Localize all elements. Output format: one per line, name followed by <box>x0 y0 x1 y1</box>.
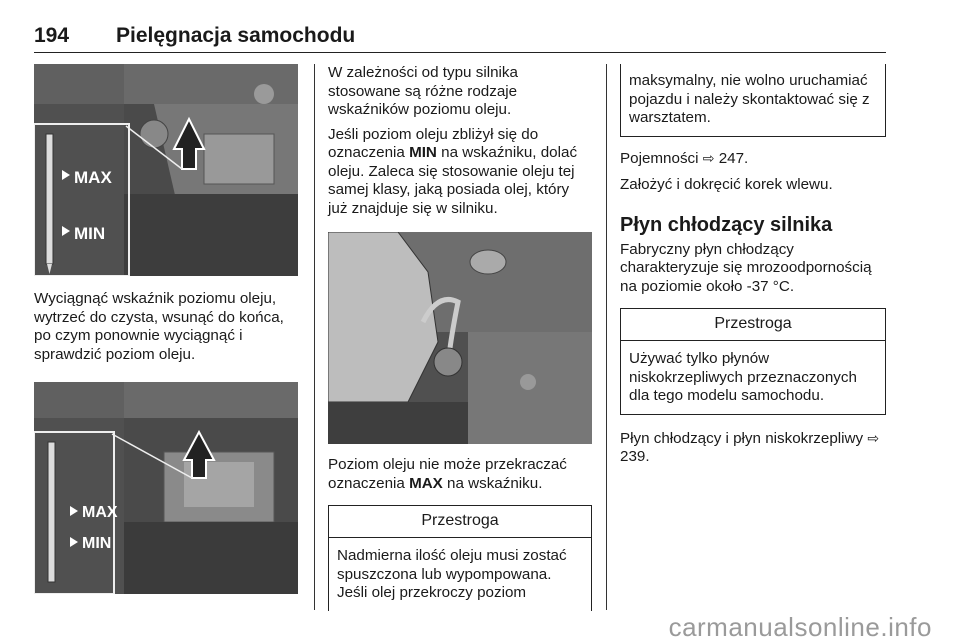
text-span: na wskaźniku. <box>442 474 543 492</box>
footer <box>0 612 960 642</box>
warning-box-coolant <box>620 308 886 415</box>
warning-body: Nadmierna ilość oleju musi zostać spuszczona lub wypompowana. Jeśli olej przekroczy poziom <box>337 547 567 601</box>
warning-body-continued: maksymalny, nie wolno uruchamiać pojazdu i należy skontaktować się z warsztatem. <box>629 72 870 126</box>
ref-arrow-icon: ⇨ <box>867 429 880 446</box>
paragraph-capacities <box>620 149 886 169</box>
warning-title: Przestroga <box>329 506 591 538</box>
paragraph-instruction: Wyciągnąć wskaźnik poziomu oleju, wytrzeć do czysta, wsunąć do końca, po czym ponownie wyciągnąć i sprawdzić poziom oleju. <box>34 290 284 363</box>
paragraph-dipstick-types: W zależności od typu silnika stosowane są różne rodzaje wskaźników poziomu oleju. <box>328 64 518 118</box>
column-separator <box>314 64 315 610</box>
min-label: MIN <box>82 535 112 552</box>
max-label: MAX <box>82 504 118 521</box>
paragraph-max-level <box>328 456 592 493</box>
page-header <box>34 20 886 53</box>
min-mark: MIN <box>409 144 437 161</box>
paragraph-coolant: Fabryczny płyn chłodzący charakteryzuje się mrozoodpornością na poziomie około -37 °C. <box>620 240 872 295</box>
ref-arrow-icon: ⇨ <box>702 149 715 166</box>
engine-illustration <box>34 382 298 594</box>
text-span: . <box>744 149 749 167</box>
warning-box-oil <box>328 505 592 611</box>
warning-box-continued <box>620 64 886 137</box>
engine-dipstick-figure-1 <box>34 64 298 276</box>
paragraph-min-level <box>328 126 592 219</box>
column-1 <box>34 64 298 594</box>
page-reference[interactable]: 247 <box>718 149 745 167</box>
text-span: . <box>645 448 650 465</box>
page-number: 194 <box>34 24 70 47</box>
text-span: na wskaźniku, dolać oleju. Zaleca się stosowanie oleju tej samej klasy, jaką posiada olej, który już znajduje się w silniku. <box>328 144 578 217</box>
watermark: carmanualsonline.info <box>668 612 932 642</box>
warning-title: Przestroga <box>621 309 885 341</box>
max-mark: MAX <box>409 474 443 492</box>
column-separator <box>606 64 607 610</box>
warning-body: Używać tylko płynów niskokrzepliwych przeznaczonych dla tego modelu samochodu. <box>629 350 857 404</box>
text-span: Płyn chłodzący i płyn niskokrzepliwy <box>620 429 868 447</box>
text-span: Pojemności <box>620 149 703 167</box>
section-heading-coolant: Płyn chłodzący silnika <box>620 213 833 236</box>
paragraph-cap-instruction: Założyć i dokręcić korek wlewu. <box>620 176 833 193</box>
column-2 <box>328 64 592 611</box>
text-span: Poziom oleju nie może przekraczać oznaczenia <box>328 456 567 492</box>
paragraph-coolant-reference <box>620 429 886 467</box>
max-label: MAX <box>74 168 112 187</box>
text-span: Jeśli poziom oleju zbliżył się do oznaczenia <box>328 125 539 161</box>
oil-filling-illustration <box>328 232 592 444</box>
page-reference[interactable]: 239 <box>620 448 646 465</box>
engine-dipstick-figure-2 <box>34 382 298 594</box>
column-3 <box>620 64 886 467</box>
oil-filling-figure <box>328 232 592 444</box>
page-title: Pielęgnacja samochodu <box>116 24 356 47</box>
min-label: MIN <box>74 224 106 243</box>
